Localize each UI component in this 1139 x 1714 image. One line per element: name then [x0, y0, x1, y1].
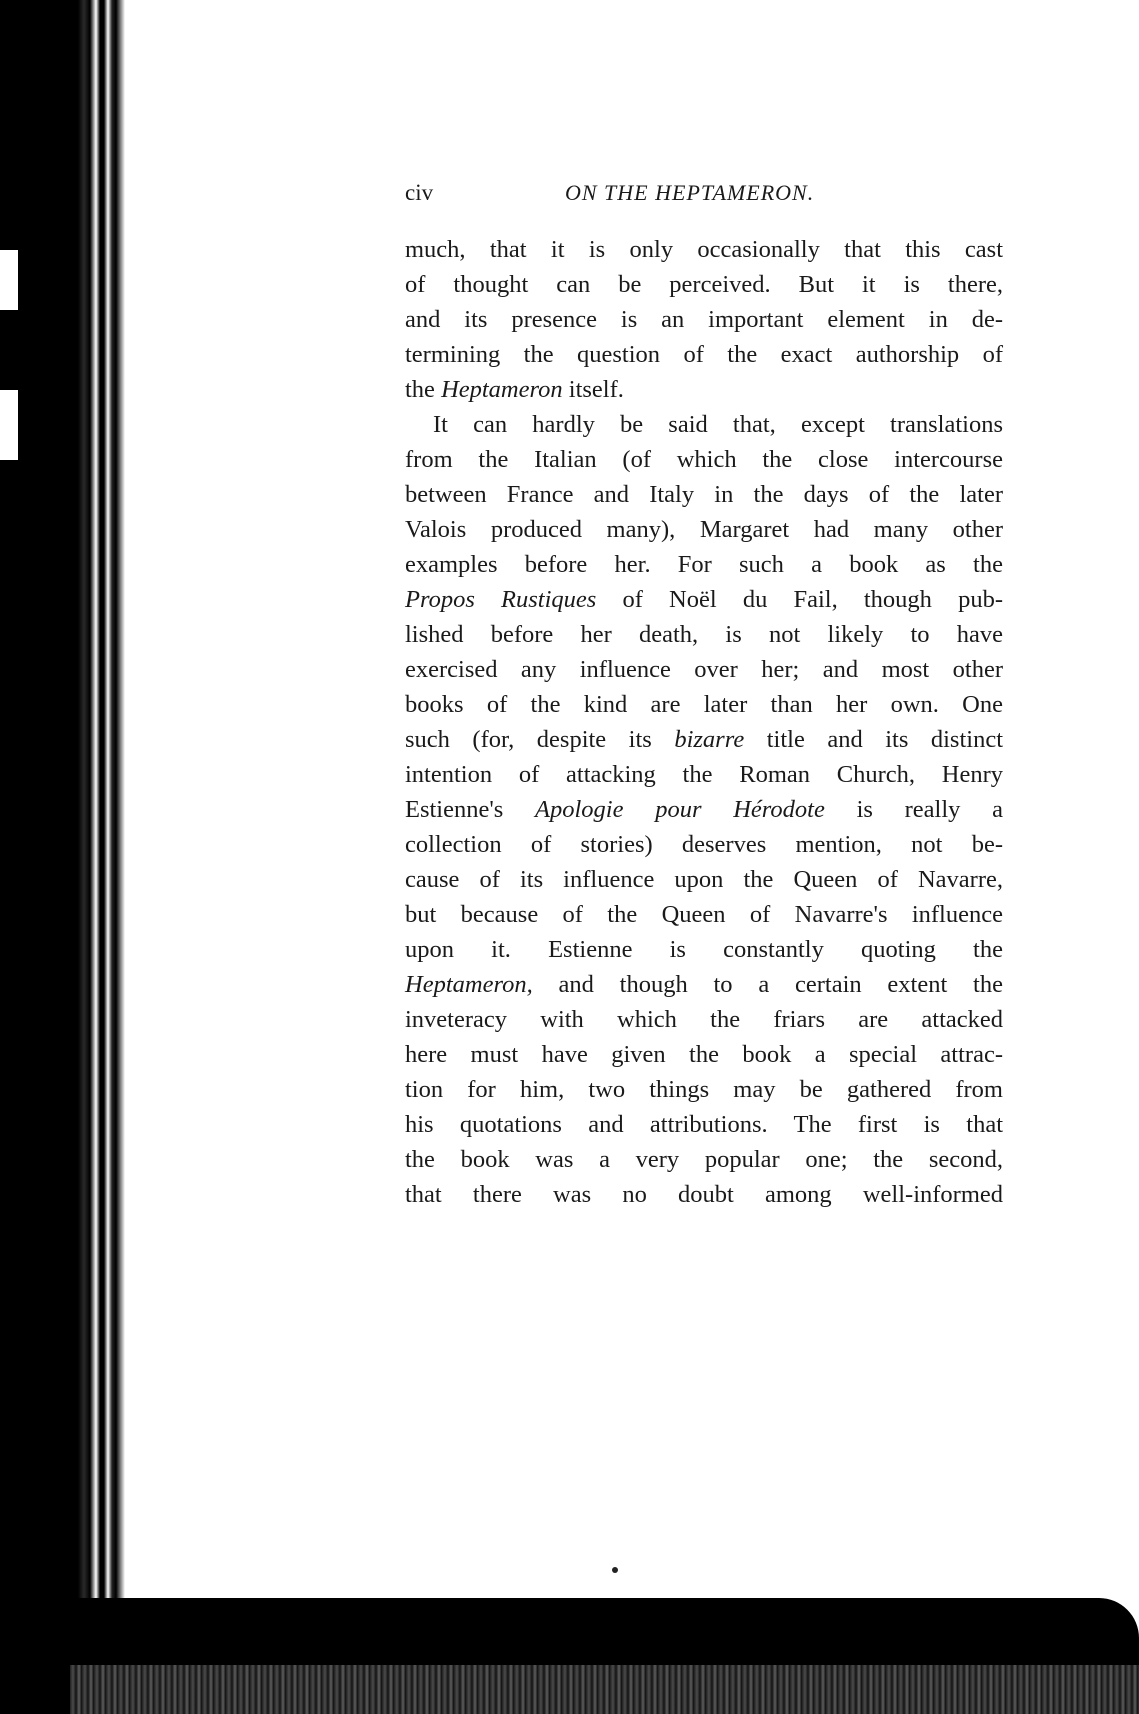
text-line [405, 337, 1003, 372]
text-segment: upon it. Estienne is constantly quoting the [405, 936, 1003, 963]
text-line [405, 862, 1003, 897]
text-segment: from the Italian (of which the close intercourse [405, 446, 1003, 473]
text-segment: cause of its influence upon the Queen of Navarre, [405, 866, 1003, 893]
text-line [405, 967, 1003, 1002]
page-number: civ [405, 180, 434, 205]
text-segment: that there was no doubt among well-informed [405, 1181, 1003, 1208]
text-segment: intention of attacking the Roman Church, Henry [405, 761, 1003, 788]
text-line [405, 267, 1003, 302]
text-segment: of thought can be perceived. But it is there, [405, 271, 1003, 298]
body-text [405, 232, 1003, 1212]
gutter-notch [0, 250, 18, 310]
text-segment: title and its distinct [744, 726, 1004, 753]
text-line [405, 897, 1003, 932]
text-line [405, 302, 1003, 337]
text-segment: is really a [824, 796, 1003, 823]
ink-speck [612, 1567, 618, 1573]
text-line [405, 932, 1003, 967]
text-line [405, 722, 1003, 757]
italic-text: Heptameron, [405, 971, 533, 998]
text-segment: inveteracy with which the friars are attacked [405, 1006, 1003, 1033]
text-line [405, 372, 1003, 407]
text-segment: tion for him, two things may be gathered from [405, 1076, 1003, 1103]
book-binding-gutter [0, 0, 130, 1600]
text-segment: between France and Italy in the days of the later [405, 481, 1003, 508]
text-segment: and though to a certain extent the [532, 971, 1003, 998]
text-line [405, 442, 1003, 477]
text-line [405, 827, 1003, 862]
text-line [405, 1142, 1003, 1177]
text-segment: the book was a very popular one; the second, [405, 1146, 1003, 1173]
page-header [405, 180, 1000, 210]
text-segment: Estienne's [405, 796, 536, 823]
text-line [405, 1177, 1003, 1212]
text-segment: his quotations and attributions. The first is that [405, 1111, 1003, 1138]
text-line [405, 1002, 1003, 1037]
text-line [405, 1072, 1003, 1107]
text-segment: much, that it is only occasionally that this cast [405, 236, 1003, 263]
italic-text: Heptameron [441, 376, 563, 403]
text-segment: of Noël du Fail, though pub- [596, 586, 1003, 613]
text-line [405, 1107, 1003, 1142]
running-title: ON THE HEPTAMERON. [565, 180, 815, 205]
text-segment: here must have given the book a special attrac- [405, 1041, 1003, 1068]
text-segment: and its presence is an important element in de- [405, 306, 1003, 333]
gutter-notch [0, 390, 18, 460]
text-line [405, 617, 1003, 652]
italic-text: Propos Rustiques [405, 586, 597, 613]
text-line [405, 687, 1003, 722]
text-line [405, 512, 1003, 547]
text-segment: itself. [562, 376, 624, 403]
text-line [405, 477, 1003, 512]
italic-text: bizarre [674, 726, 745, 753]
text-segment: termining the question of the exact authorship of [405, 341, 1003, 368]
text-segment: Valois produced many), Margaret had many other [405, 516, 1003, 543]
text-line [405, 1037, 1003, 1072]
text-segment: such (for, despite its [405, 726, 675, 753]
text-segment: but because of the Queen of Navarre's influence [405, 901, 1003, 928]
text-line [405, 652, 1003, 687]
text-line [405, 582, 1003, 617]
text-segment: It can hardly be said that, except translations [433, 411, 1003, 438]
text-segment: lished before her death, is not likely to have [405, 621, 1003, 648]
text-line [405, 547, 1003, 582]
text-segment: the [405, 376, 442, 403]
text-segment: examples before her. For such a book as the [405, 551, 1003, 578]
text-line [405, 232, 1003, 267]
scan-noise [70, 1665, 1139, 1714]
text-line [405, 757, 1003, 792]
text-line [405, 407, 1003, 442]
text-segment: collection of stories) deserves mention, not be- [405, 831, 1003, 858]
text-line [405, 792, 1003, 827]
text-segment: books of the kind are later than her own. One [405, 691, 1003, 718]
italic-text: Apologie pour Hérodote [535, 796, 825, 823]
text-segment: exercised any influence over her; and most other [405, 656, 1003, 683]
